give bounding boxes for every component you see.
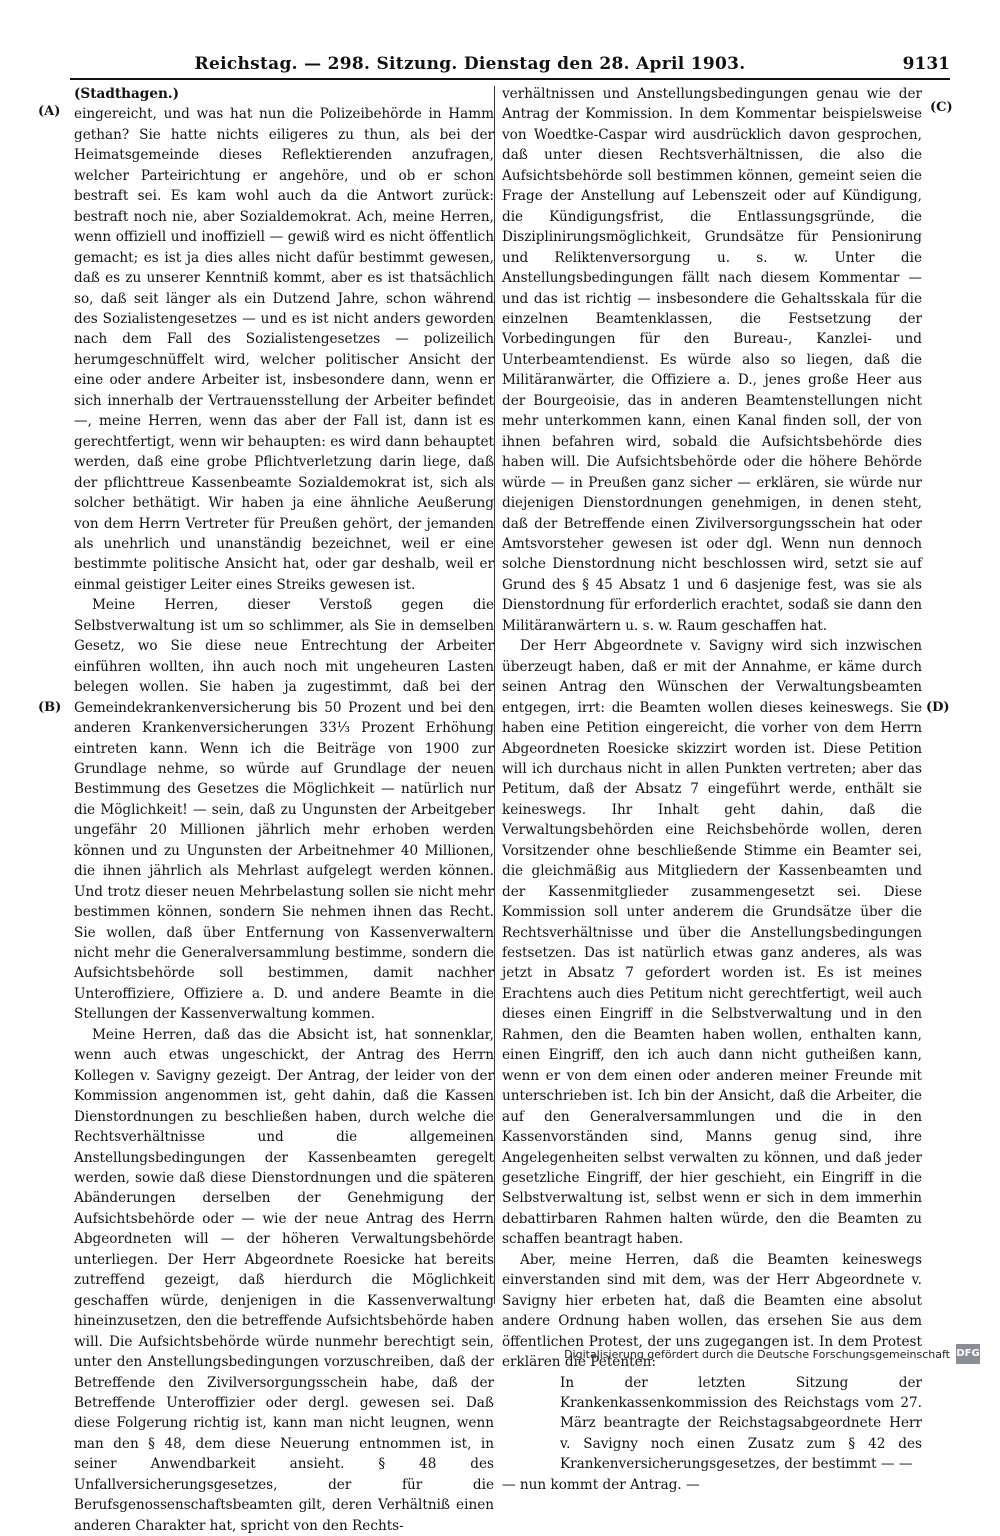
running-head-title: Reichstag. — 298. Sitzung. Dienstag den 28. April 1903. <box>194 54 746 74</box>
paragraph: Aber, meine Herren, daß die Beamten keineswegs einverstanden sind mit dem, was der Herr Abgeordnete v. Savigny hier erbeten hat, daß die Beamten eine absolut andere Ordnung haben wollen, das ersehen Sie aus dem öffentlichen Protest, der uns zugegangen ist. In dem Protest erklären die Petenten: <box>502 1251 922 1371</box>
paragraph: — nun kommt der Antrag. — <box>502 1476 700 1493</box>
block-quote: In der letzten Sitzung der Krankenkassenkommission des Reichstags vom 27. März beantragte der Reichstagsabgeordnete Herr v. Savigny noch einen Zusatz zum § 42 des Krankenversicherungsgesetzes, der bestimmt — — <box>560 1374 922 1473</box>
paragraph: Meine Herren, dieser Verstoß gegen die Selbstverwaltung ist um so schlimmer, als Sie in demselben Gesetz, wo Sie diese neue Entrechtung der Arbeiter einführen wollten, ihn auch noch mit ungeheuren Lasten belegen wollen. Sie haben ja zugestimmt, daß bei der Gemeindekrankenversicherung bis 50 Prozent und bei den anderen Krankenversicherungen 33⅓ Prozent Erhöhung eintreten kann. Wenn ich die Beiträge von 1900 zur Grundlage nehme, so würde auf Grundlage der neuen Bestimmung des Gesetzes die Möglichkeit — natürlich nur die Möglichkeit! — sein, daß zu Ungunsten der Arbeitgeber ungefähr 20 Millionen jährlich mehr erhoben werden können und zu Ungunsten der Arbeitnehmer 40 Millionen, die ihnen jährlich als Mehrlast aufgelegt werden können. Und trotz dieser neuen Mehrbelastung sollen sie nicht mehr bestimmen können, sondern Sie nehmen ihnen das Recht. Sie wollen, daß über Entfernung von Kassenverwaltern nicht mehr die Generalversammlung bestimme, sondern die Aufsichtsbehörde soll bestimmen, damit nachher Unteroffiziere, Offiziere a. D. und andere Beamte in die Stellungen der Kassenverwaltung kommen. <box>74 597 494 1023</box>
dfg-logo-icon: DFG <box>956 1344 980 1364</box>
left-column <box>74 84 494 1534</box>
paragraph: verhältnissen und Anstellungsbedingungen genau wie der Antrag der Kommission. In dem Kommentar beispielsweise von Woedtke-Caspar wird ausdrücklich davon gesprochen, daß unter diesen Rechtsverhältnissen, die also die Aufsichtsbehörde soll bestimmen können, gemeint seien die Frage der Anstellung auf Lebenszeit oder auf Kündigung, die Kündigungsfrist, die Entlassungsgründe, die Disziplinirungsmöglichkeit, Grundsätze für Pensionirung und Reliktenversorgung u. s. w. Unter die Anstellungsbedingungen fällt nach diesem Kommentar — und das ist richtig — insbesondere die Gehaltsskala für die einzelnen Beamtenklassen, die Festsetzung der Vorbedingungen für den Bureau-, Kanzlei- und Unterbeamtendienst. Es würde also so liegen, daß die Militäranwärter, die Offiziere a. D., jenes große Heer aus der Bourgeoisie, das in anderen Beamtenstellungen nicht mehr unterkommen kann, einen Kanal finden soll, der von ihnen befahren wird, sobald die Aufsichtsbehörde dies haben will. Die Aufsichtsbehörde oder die höhere Behörde würde — in Preußen ganz sicher — erklären, sie würde nur diejenigen Dienstordnungen genehmigen, in denen steht, daß der Betreffende einen Zivilversorgungsschein hat oder Amtsvorsteher gewesen ist oder dgl. Wenn nun dennoch solche Dienstordnung nicht beschlossen wird, setzt sie auf Grund des § 45 Absatz 1 und 6 dasjenige fest, was sie als Dienstordnung für erforderlich erachtet, sodaß sie dann den Militäranwärtern u. s. w. Raum geschaffen hat. <box>502 86 922 634</box>
margin-marker-c: (C) <box>930 100 953 115</box>
page-number: 9131 <box>902 54 950 74</box>
running-header <box>70 52 950 80</box>
paragraph: eingereicht, und was hat nun die Polizeibehörde in Hamm gethan? Sie hatte nichts eiligeres zu thun, als bei der Heimatsgemeinde dieses Reflektierenden anzufragen, welcher Parteirichtung er angehöre, und ob er schon bestraft sei. Es kam wohl auch da die Antwort zurück: bestraft noch nie, aber Sozialdemokrat. Ach, meine Herren, wenn offiziell und inoffiziell — gewiß wird es nicht öffentlich gemacht; es ist ja dies alles nicht dafür bestimmt gewesen, daß es zu unserer Kenntniß kommt, aber es ist thatsächlich so, daß seit länger als ein Dutzend Jahre, schon während des Sozialistengesetzes — und es ist nicht anders geworden nach dem Fall des Sozialistengesetzes — polizeilich herumgeschnüffelt wird, welcher politischer Ansicht der eine oder andere Arbeiter ist, insbesondere dann, wenn er sich innerhalb der Vertrauensstellung der Arbeiter befindet —, meine Herren, wenn das aber der Fall ist, dann ist es gerechtfertigt, wenn wir behaupten: es wird dann behauptet werden, daß eine grobe Pflichtverletzung darin liege, daß der pflichttreue Kassenbeamte Sozialdemokrat ist, sich als solcher bethätigt. Wir haben ja eine ähnliche Aeußerung von dem Herrn Vertreter für Preußen gehört, der jemanden als unehrlich und unanständig bezeichnet, weil er eine bestimmte politische Ansicht hat, oder gar deshalb, weil er einmal geistiger Leiter eines Streiks gewesen ist. <box>74 106 494 593</box>
margin-marker-d: (D) <box>926 700 950 715</box>
margin-marker-a: (A) <box>38 104 61 119</box>
column-divider <box>494 86 495 1304</box>
paragraph: Der Herr Abgeordnete v. Savigny wird sich inzwischen überzeugt haben, daß er mit der Annahme, er käme durch seinen Antrag den Wünschen der Verwaltungsbeamten entgegen, irrt: die Beamten wollen dieses keineswegs. Sie haben eine Petition eingereicht, die vorher von dem Herrn Abgeordneten Roesicke skizzirt worden ist. Diese Petition will ich durchaus nicht in allen Punkten vertreten; aber das Petitum, daß der Absatz 7 eingeführt werde, enthält sie keineswegs. Ihr Inhalt geht dahin, daß die Verwaltungsbehörden eine Reichsbehörde wollen, deren Vorsitzender ohne beschließende Stimme ein Beamter sei, die gleichmäßig aus Mitgliedern der Kassenbeamten und der Kassenmitglieder zusammengesetzt sei. Diese Kommission soll unter anderem die Grundsätze über die Rechtsverhältnisse und über die Anstellungsbedingungen festsetzen. Das ist natürlich etwas ganz anderes, als was jetzt in Absatz 7 gefordert worden ist. Es ist meines Erachtens auch dies Petitum nicht gerechtfertigt, weil auch dieses einen Eingriff in die Selbstverwaltung und in den Rahmen, den die Beamten haben wollen, enthalten kann, einen Eingriff, den ich auch dann nicht gutheißen kann, wenn er von dem einen oder anderen meiner Freunde mit unterschrieben ist. Ich bin der Ansicht, daß die Arbeiter, die auf den Generalversammlungen und die in den Kassenvorständen sind, Manns genug sind, ihre Angelegenheiten selbst verwalten zu können, und daß jeder gesetzliche Eingriff, der hier geschieht, ein Eingriff in die Selbstverwaltung ist, selbst wenn er sich in dem immerhin debattirbaren Rahmen halten würde, den die Beamten zu schaffen beantragt haben. <box>502 638 922 1248</box>
paragraph: Meine Herren, daß das die Absicht ist, hat sonnenklar, wenn auch etwas ungeschickt, der Antrag des Herrn Kollegen v. Savigny gezeigt. Der Antrag, der leider von der Kommission angenommen ist, geht dahin, daß die Kassen Dienstordnungen zu beschließen haben, durch welche die Rechtsverhältnisse und die allgemeinen Anstellungsbedingungen der Kassenbeamten geregelt werden, sowie daß diese Dienstordnungen und die späteren Abänderungen derselben der Genehmigung der Aufsichtsbehörde oder — wie der neue Antrag des Herrn Abgeordneten will — der höheren Verwaltungsbehörde unterliegen. Der Herr Abgeordnete Roesicke hat bereits zutreffend gezeigt, daß hierdurch die Möglichkeit geschaffen würde, denjenigen in die Kassenverwaltung hineinzusetzen, den die betreffende Aufsichtsbehörde haben will. Die Aufsichtsbehörde würde nunmehr berechtigt sein, unter den Anstellungsbedingungen vorzuschreiben, daß der Betreffende den Zivilversorgungsschein habe, daß der Betreffende Unteroffizier oder dergl. gewesen sei. Daß diese Folgerung richtig ist, kann man nicht leugnen, wenn man den § 48, dem diese Neuerung entnommen ist, in seiner Anwendbarkeit ansieht. § 48 des Unfallversicherungsgesetzes, der für die Berufsgenossenschaftsbeamten gilt, deren Verhältniß einen anderen Charakter hat, spricht von den Rechts- <box>74 1026 494 1534</box>
footer-credit <box>564 1343 980 1365</box>
speaker-label: (Stadthagen.) <box>74 86 180 102</box>
margin-marker-b: (B) <box>38 700 62 715</box>
footer-text: Digitalisierung gefördert durch die Deutsche Forschungsgemeinschaft <box>564 1347 950 1361</box>
